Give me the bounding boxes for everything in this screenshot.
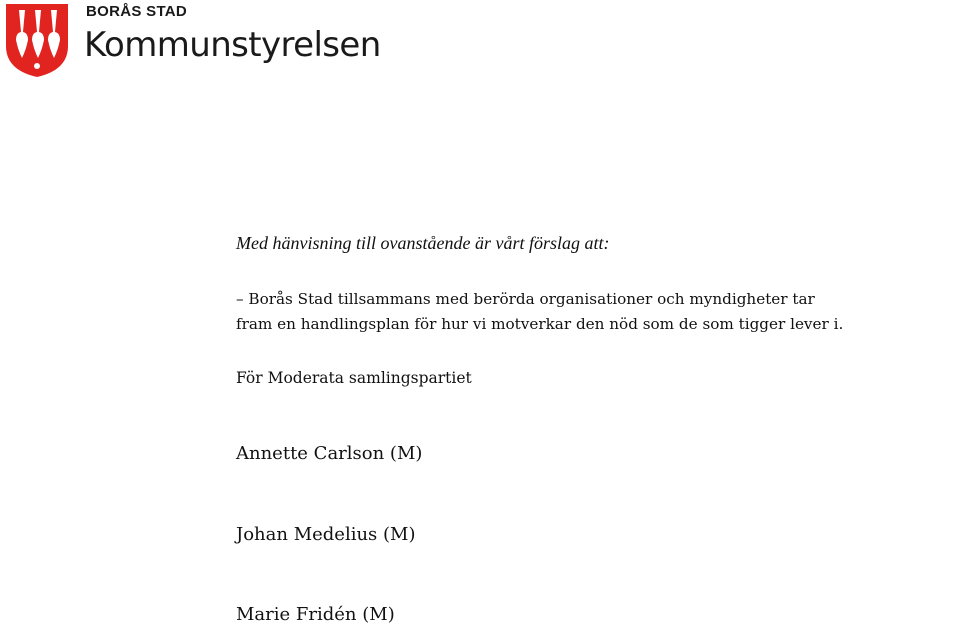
proposal-line-1: – Borås Stad tillsammans med berörda organisationer och myndigheter tar bbox=[236, 290, 815, 308]
shield-icon bbox=[4, 2, 70, 78]
department-title: Kommunstyrelsen bbox=[84, 25, 381, 65]
signatory-2: Johan Medelius (M) bbox=[236, 524, 416, 545]
proposal-text bbox=[236, 287, 956, 337]
city-coat-of-arms-icon bbox=[4, 2, 70, 78]
signatory-3: Marie Fridén (M) bbox=[236, 604, 395, 625]
proposal-line-2: fram en handlingsplan för hur vi motverkar den nöd som de som tigger lever i. bbox=[236, 315, 844, 333]
org-name: BORÅS STAD bbox=[86, 3, 188, 20]
party-line: För Moderata samlingspartiet bbox=[236, 369, 472, 387]
signatory-1: Annette Carlson (M) bbox=[236, 443, 423, 464]
proposal-intro: Med hänvisning till ovanstående är vårt förslag att: bbox=[236, 233, 610, 253]
